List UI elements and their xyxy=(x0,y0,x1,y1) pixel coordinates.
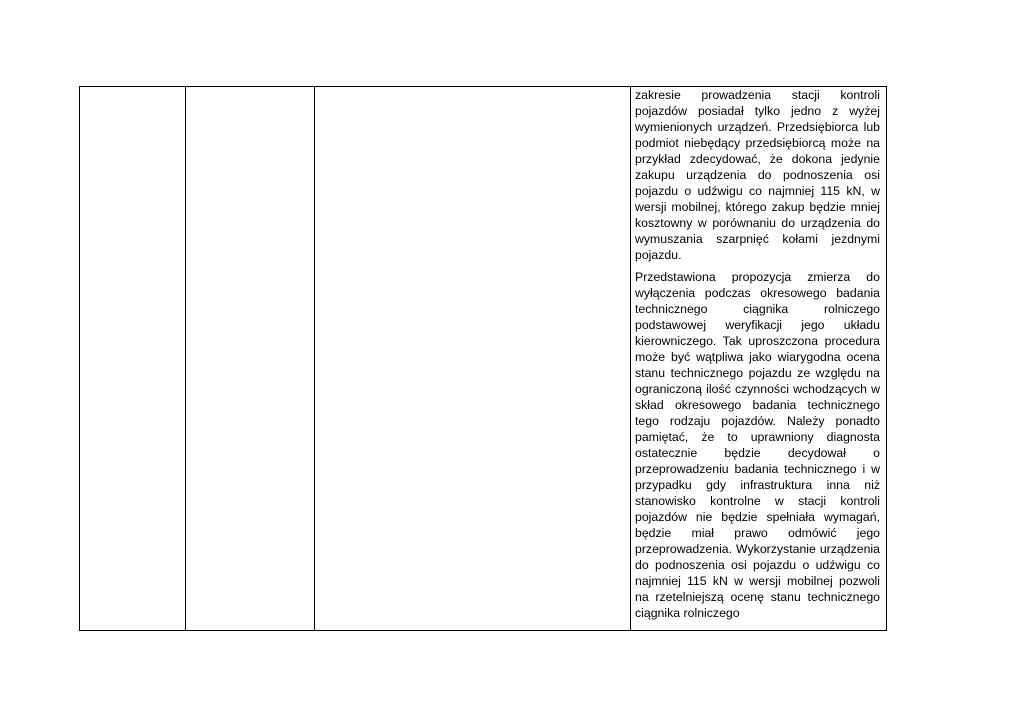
table-row xyxy=(80,87,887,631)
table-cell-col4 xyxy=(631,87,887,631)
paragraph-continuation: zakresie prowadzenia stacji kontroli pojazdów posiadał tylko jedno z wyżej wymienionych urządzeń. Przedsiębiorca lub podmiot niebędący przedsiębiorcą może na przykład zdecydować, że dokona jedynie zakupu urządzenia do podnoszenia osi pojazdu o udźwigu co najmniej 115 kN, w wersji mobilnej, którego zakup będzie mniej kosztowny w porównaniu do urządzenia do wymuszania szarpnięć kołami jezdnymi pojazdu. xyxy=(635,88,880,262)
table-cell-col1 xyxy=(80,87,186,631)
document-table xyxy=(79,86,887,631)
table-cell-col3 xyxy=(315,87,631,631)
table-cell-col2 xyxy=(186,87,315,631)
paragraph-proposal-assessment: Przedstawiona propozycja zmierza do wyłączenia podczas okresowego badania technicznego ciągnika rolniczego podstawowej weryfikacji jego układu kierowniczego. Tak uproszczona procedura może być wątpliwa jako wiarygodna ocena stanu technicznego pojazdu ze względu na ograniczoną ilość czynności wchodzących w skład okresowego badania technicznego tego rodzaju pojazdów. Należy ponadto pamiętać, że to uprawniony diagnosta ostatecznie będzie decydował o przeprowadzeniu badania technicznego i w przypadku gdy infrastruktura inna niż stanowisko kontrolne w stacji kontroli pojazdów nie będzie spełniała wymagań, będzie miał prawo odmówić jego przeprowadzenia. Wykorzystanie urządzenia do podnoszenia osi pojazdu o udźwigu co najmniej 115 kN w wersji mobilnej pozwoli na rzetelniejszą ocenę stanu technicznego ciągnika rolniczego xyxy=(635,270,880,620)
